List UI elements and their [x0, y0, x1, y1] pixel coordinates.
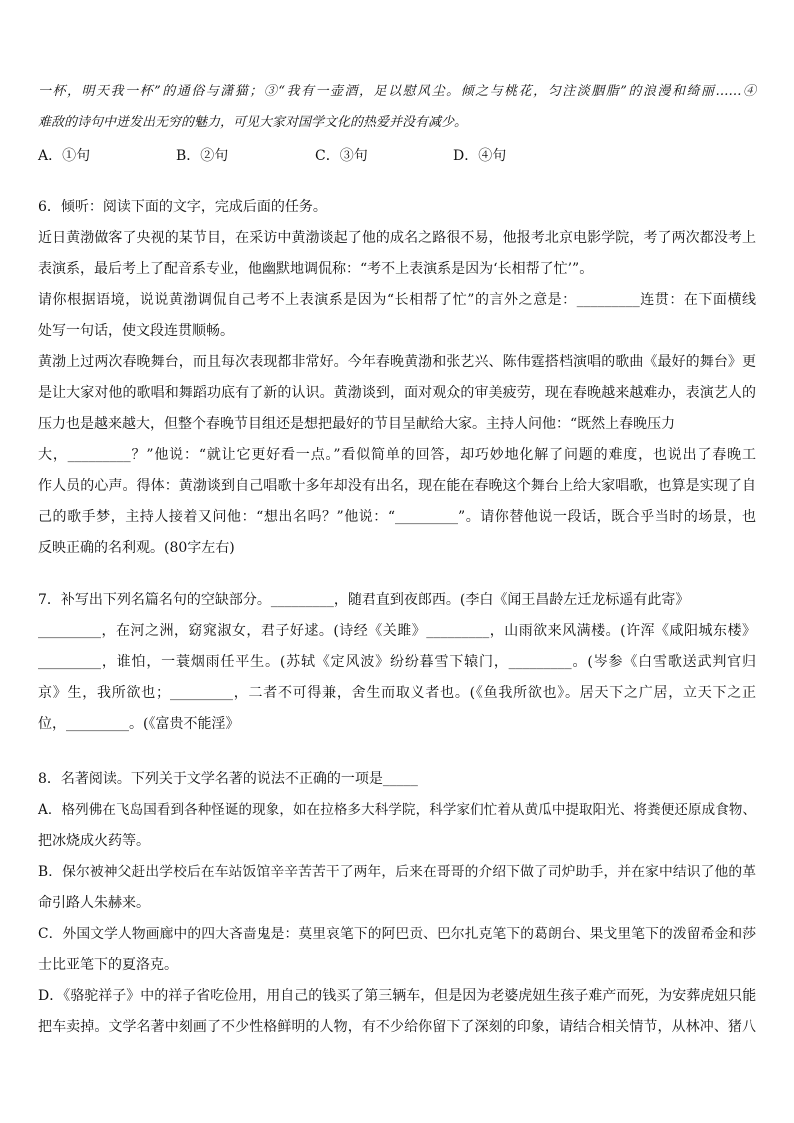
- q8-option-line: B．保尔被神父赶出学校后在车站饭馆辛辛苦苦干了两年，后来在哥哥的介绍下做了司炉助手，并在家中结识了他的革: [38, 864, 756, 880]
- q8-option-line: 命引路人朱赫来。: [38, 895, 150, 911]
- q8-option-line: 把冰烧成火药等。: [38, 833, 150, 849]
- q6-line: 作人员的心声。得体：黄渤谈到自己唱歌十多年却没有出名，现在能在春晚这个舞台上给大家唱歌，也算是实现了自: [38, 478, 756, 494]
- q6-title: 6．倾听：阅读下面的文字，完成后面的任务。: [38, 199, 327, 215]
- q6-line: 是让大家对他的歌唱和舞蹈功底有了新的认识。黄渤谈到，面对观众的审美疲劳，现在春晚越来越难办，表演艺人的: [38, 385, 756, 401]
- q8-title: 8．名著阅读。下列关于文学名著的说法不正确的一项是_____: [38, 771, 418, 787]
- q7-line: 京》生，我所欲也；_________，二者不可得兼，舍生而取义者也。(《鱼我所欲也》。居天下之广居，立天下之正: [38, 685, 756, 701]
- q6-line: 黄渤上过两次春晚舞台，而且每次表现都非常好。今年春晚黄渤和张艺兴、陈伟霆搭档演唱的歌曲《最好的舞台》更: [38, 354, 756, 370]
- q8-option-line: A．格列佛在飞岛国看到各种怪诞的现象，如在拉格多大科学院，科学家们忙着从黄瓜中提取阳光、将粪便还原成食物、: [38, 802, 756, 818]
- q6-line: 表演系，最后考上了配音系专业，他幽默地调侃称：“考不上表演系是因为‘长相帮了忙’”。: [38, 261, 594, 277]
- q5-continuation-line-2: 难敌的诗句中迸发出无穷的魅力，可见大家对国学文化的热爱并没有减少。: [38, 115, 468, 130]
- q6-line: 己的歌手梦，主持人接着又问他：“想出名吗？”他说：“_________”。请你替他说一段话，既合乎当时的场景，也: [38, 509, 756, 525]
- q7-line: _________，谁怕，一蓑烟雨任平生。(苏轼《定风波》纷纷暮雪下辕门，_________。(岑参《白雪歌送武判官归: [38, 654, 756, 670]
- q8-option-line: C．外国文学人物画廊中的四大吝啬鬼是：莫里哀笔下的阿巴贡、巴尔扎克笔下的葛朗台、果戈里笔下的泼留希金和莎: [38, 926, 756, 942]
- q6-line: 反映正确的名利观。(80字左右): [38, 540, 235, 556]
- q6-line: 请你根据语境，说说黄渤调侃自己考不上表演系是因为“长相帮了忙”的言外之意是：_________连贯：在下面横线: [38, 292, 756, 308]
- q5-continuation-line-1: 一杯，明天我一杯”的通俗与潇猫；③“我有一壶酒，足以慰风尘。倾之与桃花，匀注淡胭脂”的浪漫和绮丽……④: [38, 84, 756, 99]
- q7-line: 位，_________。(《富贵不能淫》: [38, 716, 240, 732]
- q8-option-line: D．《骆驼祥子》中的祥子省吃俭用，用自己的钱买了第三辆车，但是因为老婆虎妞生孩子难产而死，为安葬虎妞只能: [38, 988, 757, 1004]
- q5-option-b[interactable]: B．②句: [176, 148, 229, 164]
- q8-option-line: 把车卖掉。文学名著中刻画了不少性格鲜明的人物，有不少给你留下了深刻的印象，请结合相关情节，从林冲、猪八: [38, 1019, 756, 1035]
- q5-option-c[interactable]: C．③句: [315, 148, 368, 164]
- q8-option-line: 士比亚笔下的夏洛克。: [38, 957, 178, 973]
- q7-line: _________，在河之洲，窈窕淑女，君子好逑。(诗经《关雎》_________，山雨欲来风满楼。(许浑《咸阳城东楼》: [38, 623, 756, 639]
- q6-line: 压力也是越来越大，但整个春晚节目组还是想把最好的节目呈献给大家。主持人问他：“既然上春晚压力: [38, 416, 676, 432]
- q6-line: 近日黄渤做客了央视的某节目，在采访中黄渤谈起了他的成名之路很不易，他报考北京电影学院，考了两次都没考上: [38, 230, 756, 246]
- q5-option-d[interactable]: D．④句: [453, 148, 507, 164]
- q6-line: 处写一句话，使文段连贯顺畅。: [38, 323, 234, 339]
- q5-option-a[interactable]: A．①句: [38, 148, 91, 164]
- q6-line: 大，_________？”他说：“就让它更好看一点。”看似简单的回答，却巧妙地化解了问题的难度，也说出了春晚工: [38, 447, 756, 463]
- q7-line: 7．补写出下列名篇名句的空缺部分。_________，随君直到夜郎西。(李白《闻王昌龄左迁龙标遥有此寄》: [38, 592, 690, 608]
